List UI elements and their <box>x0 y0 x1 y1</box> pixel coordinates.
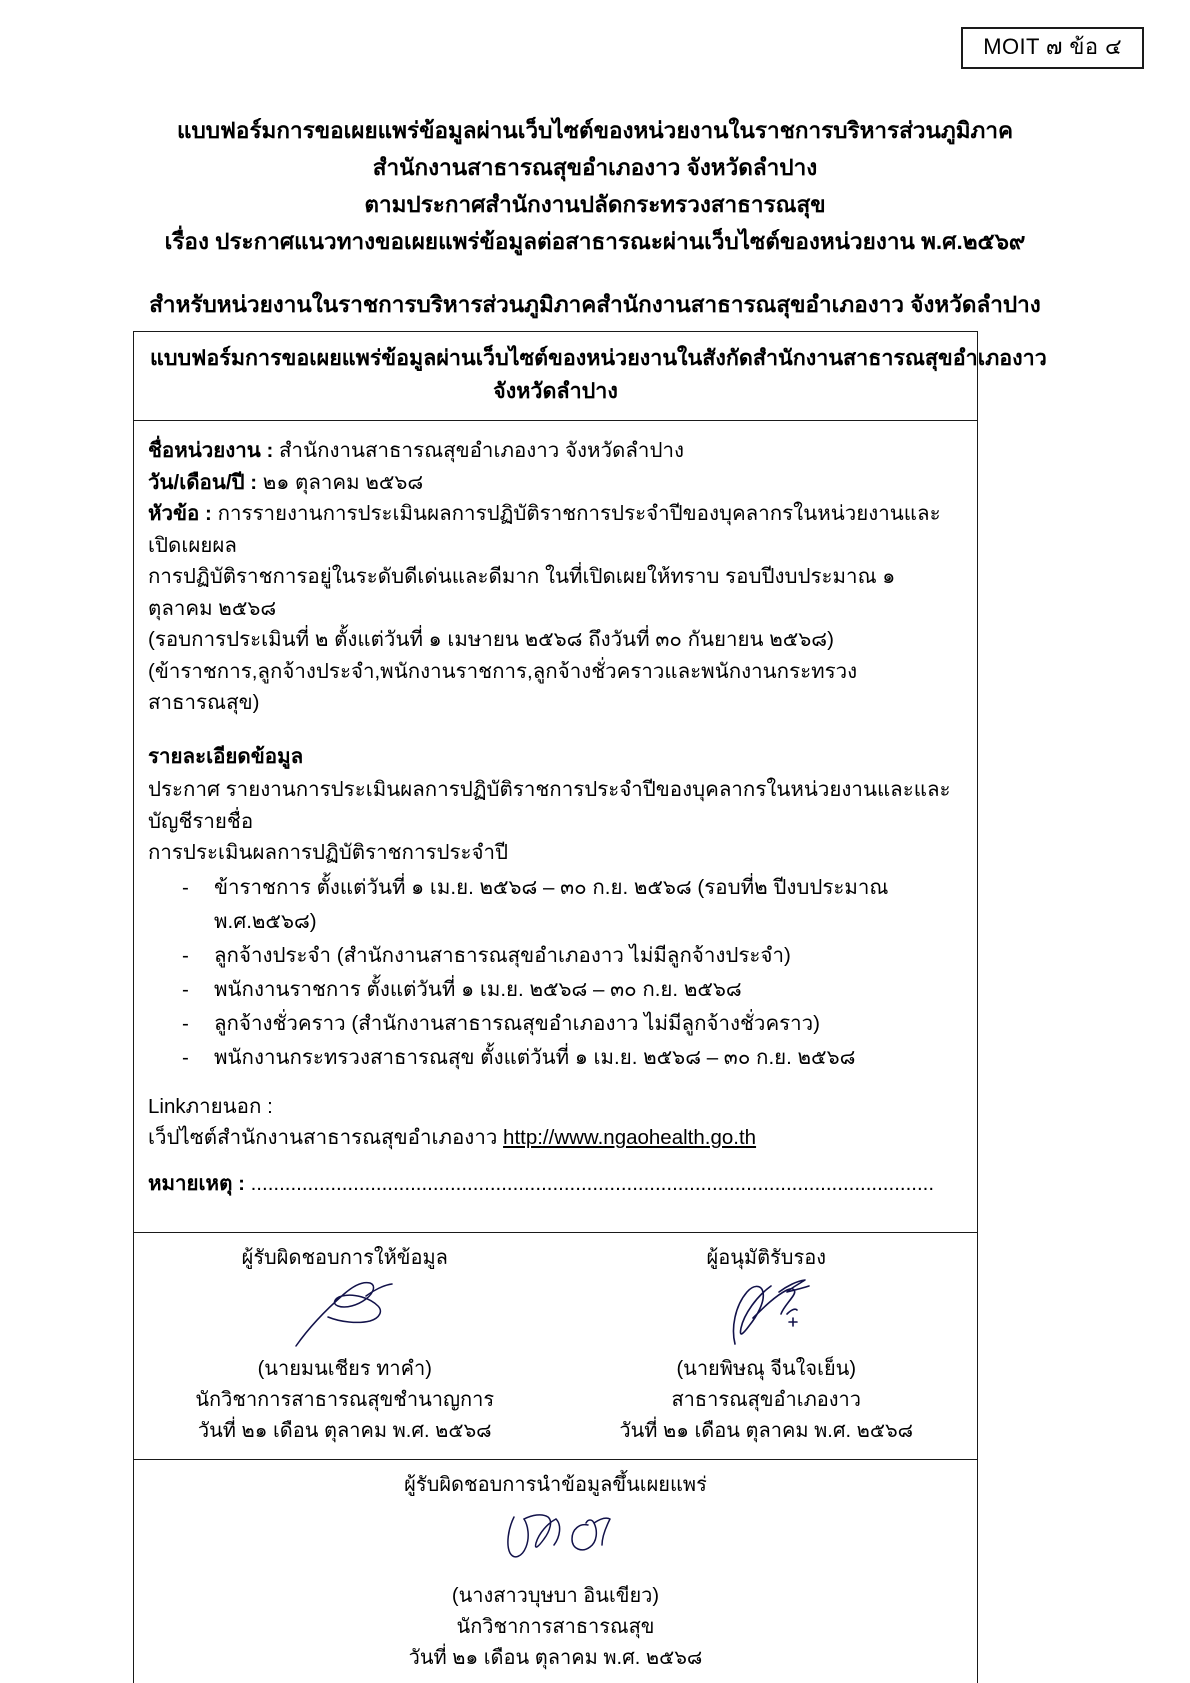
form-title-row <box>134 332 1047 421</box>
list-item <box>148 973 963 1007</box>
approver-date: วันที่ ๒๑ เดือน ตุลาคม พ.ศ. ๒๕๖๘ <box>619 1419 914 1442</box>
organization-field <box>148 435 963 467</box>
provider-signature-area <box>140 1276 550 1354</box>
date-value: ๒๑ ตุลาคม ๒๕๖๘ <box>257 470 424 494</box>
details-bullet-list <box>148 871 963 1075</box>
form-title-line-2: จังหวัดลำปาง <box>493 379 618 403</box>
external-link-label: Linkภายนอก : <box>148 1094 273 1118</box>
list-item-text: ลูกจ้างประจำ (สำนักงานสาธารณสุขอำเภองาว ไม่มีลูกจ้างประจำ) <box>214 943 791 967</box>
signature-block-provider <box>134 1233 556 1459</box>
remark-dots: ........................................................................................................................ <box>244 1171 935 1195</box>
details-line-2: การประเมินผลการปฏิบัติราชการประจำปี <box>148 841 509 864</box>
external-link-prefix: เว็ปไซต์สำนักงานสาธารณสุขอำเภองาว <box>148 1126 504 1149</box>
topic-field-line-4: (ข้าราชการ,ลูกจ้างประจำ,พนักงานราชการ,ลูกจ้างชั่วคราวและพนักงานกระทรวงสาธารณสุข) <box>148 659 858 714</box>
remark-label: หมายเหตุ : <box>148 1171 245 1195</box>
list-item <box>148 1041 963 1075</box>
website-link[interactable]: http://www.ngaohealth.go.th <box>503 1126 757 1149</box>
publisher-role-label: ผู้รับผิดชอบการนำข้อมูลขึ้นเผยแพร่ <box>404 1473 707 1496</box>
header-line-5: สำหรับหน่วยงานในราชการบริหารส่วนภูมิภาคสำนักงานสาธารณสุขอำเภองาว จังหวัดลำปาง <box>149 292 1041 317</box>
dash-marker: - <box>182 977 189 1001</box>
document-header <box>60 112 1130 323</box>
topic-field-line-3: (รอบการประเมินที่ ๒ ตั้งแต่วันที่ ๑ เมษายน ๒๕๖๘ ถึงวันที่ ๓๐ กันยายน ๒๕๖๘) <box>148 628 834 651</box>
list-item-text: พนักงานกระทรวงสาธารณสุข ตั้งแต่วันที่ ๑ เม.ย. ๒๕๖๘ – ๓๐ ก.ย. ๒๕๖๘ <box>214 1045 856 1069</box>
organization-label: ชื่อหน่วยงาน : <box>148 439 274 462</box>
dash-marker: - <box>182 1011 189 1035</box>
signature-block-publisher <box>134 1460 977 1683</box>
handwritten-signature-icon <box>270 1272 420 1352</box>
topic-field-line-1 <box>148 498 963 561</box>
list-item-text: ข้าราชการ ตั้งแต่วันที่ ๑ เม.ย. ๒๕๖๘ – ๓๐ ก.ย. ๒๕๖๘ (รอบที่๒ ปีงบประมาณ พ.ศ.๒๕๖๘) <box>214 875 889 933</box>
publisher-date: วันที่ ๒๑ เดือน ตุลาคม พ.ศ. ๒๕๖๘ <box>408 1646 703 1669</box>
header-line-4: เรื่อง ประกาศแนวทางขอเผยแพร่ข้อมูลต่อสาธารณะผ่านเว็บไซต์ของหน่วยงาน พ.ศ.๒๕๖๙ <box>164 229 1026 254</box>
approver-position: สาธารณสุขอำเภองาว <box>671 1388 862 1411</box>
approver-signature-area <box>562 1276 972 1354</box>
list-item <box>148 871 963 939</box>
dash-marker: - <box>182 943 189 967</box>
topic-field-line-2: การปฏิบัติราชการอยู่ในระดับดีเด่นและดีมาก ในที่เปิดเผยให้ทราบ รอบปีงบประมาณ ๑ ตุลาคม ๒๕๖๘ <box>148 565 896 620</box>
moit-code-stamp: MOIT ๗ ข้อ ๔ <box>961 27 1144 69</box>
list-item <box>148 939 963 973</box>
handwritten-signature-icon <box>691 1272 841 1352</box>
date-label: วัน/เดือน/ปี : <box>148 470 258 494</box>
publisher-signature-area <box>140 1503 971 1581</box>
form-frame <box>133 331 1047 1683</box>
publisher-name: (นางสาวบุษบา อินเขียว) <box>451 1584 660 1607</box>
header-line-3: ตามประกาศสำนักงานปลัดกระทรวงสาธารณสุข <box>364 192 826 217</box>
dash-marker: - <box>182 1045 189 1069</box>
signature-block-approver <box>556 1233 978 1459</box>
approver-name: (นายพิษณุ จีนใจเย็น) <box>676 1357 857 1380</box>
form-body-row <box>134 421 977 1233</box>
details-line-1: ประกาศ รายงานการประเมินผลการปฏิบัติราชการประจำปีของบุคลากรในหน่วยงานและและบัญชีรายชื่อ <box>148 778 951 833</box>
external-link-row <box>148 1122 963 1154</box>
handwritten-signature-icon <box>456 1499 656 1579</box>
provider-name: (นายมนเชียร ทาคำ) <box>257 1357 432 1380</box>
publisher-position: นักวิชาการสาธารณสุข <box>456 1615 655 1638</box>
organization-value: สำนักงานสาธารณสุขอำเภองาว จังหวัดลำปาง <box>273 439 684 462</box>
list-item <box>148 1007 963 1041</box>
provider-position: นักวิชาการสาธารณสุขชำนาญการ <box>195 1388 495 1411</box>
date-field <box>148 467 963 499</box>
provider-date: วันที่ ๒๑ เดือน ตุลาคม พ.ศ. ๒๕๖๘ <box>197 1419 492 1442</box>
list-item-text: ลูกจ้างชั่วคราว (สำนักงานสาธารณสุขอำเภองาว ไม่มีลูกจ้างชั่วคราว) <box>214 1011 821 1035</box>
header-line-1: แบบฟอร์มการขอเผยแพร่ข้อมูลผ่านเว็บไซต์ของหน่วยงานในราชการบริหารส่วนภูมิภาค <box>176 118 1014 143</box>
details-heading: รายละเอียดข้อมูล <box>148 744 304 768</box>
list-item-text: พนักงานราชการ ตั้งแต่วันที่ ๑ เม.ย. ๒๕๖๘ – ๓๐ ก.ย. ๒๕๖๘ <box>214 977 742 1001</box>
provider-role-label: ผู้รับผิดชอบการให้ข้อมูล <box>241 1246 448 1269</box>
dash-marker: - <box>182 875 189 899</box>
form-title-line-1: แบบฟอร์มการขอเผยแพร่ข้อมูลผ่านเว็บไซต์ของหน่วยงานในสังกัดสำนักงานสาธารณสุขอำเภองาว <box>150 346 1047 370</box>
approver-role-label: ผู้อนุมัติรับรอง <box>706 1246 827 1269</box>
header-line-2: สำนักงานสาธารณสุขอำเภองาว จังหวัดลำปาง <box>372 155 818 180</box>
topic-label: หัวข้อ : <box>148 502 212 525</box>
remark-field <box>148 1168 963 1200</box>
signature-row-top <box>134 1233 977 1460</box>
topic-value-1: การรายงานการประเมินผลการปฏิบัติราชการประจำปีของบุคลากรในหน่วยงานและเปิดเผยผล <box>148 502 941 557</box>
